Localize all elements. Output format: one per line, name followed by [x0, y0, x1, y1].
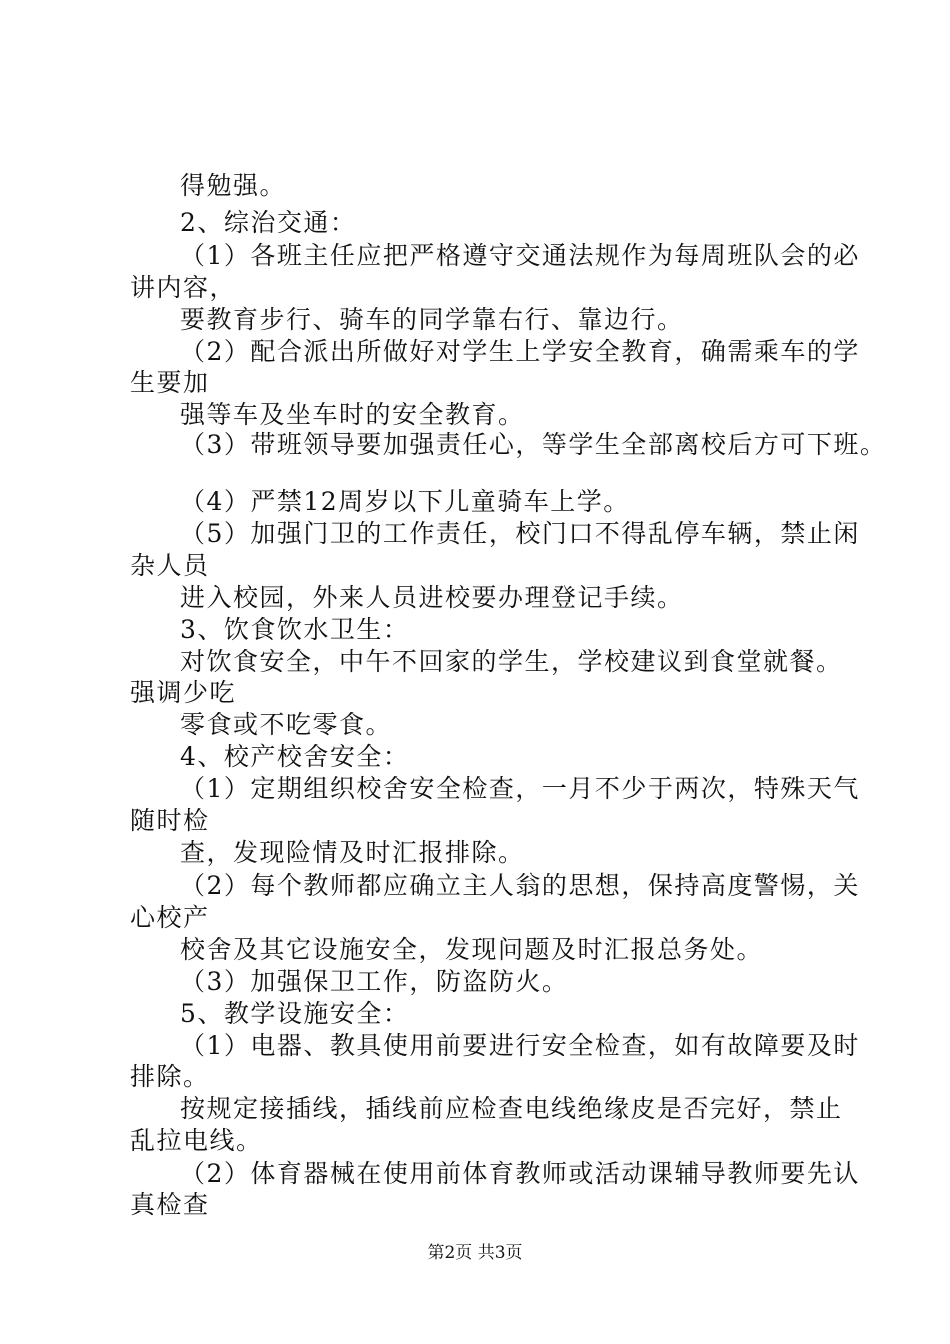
text-line: （1）电器、教具使用前要进行安全检查，如有故障要及时 [180, 1031, 860, 1060]
text-line: 按规定接插线，插线前应检查电线绝缘皮是否完好，禁止 [180, 1094, 843, 1123]
text-line: （5）加强门卫的工作责任，校门口不得乱停车辆，禁止闲 [180, 519, 860, 548]
text-line: 讲内容， [130, 273, 237, 302]
text-line: （3）加强保卫工作，防盗防火。 [180, 967, 569, 996]
text-line: 随时检 [130, 806, 210, 835]
text-line: （2）每个教师都应确立主人翁的思想，保持高度警惕，关 [180, 871, 860, 900]
text-line: 强等车及坐车时的安全教育。 [180, 400, 525, 429]
text-line: 排除。 [130, 1062, 210, 1091]
text-line: 心校产 [130, 903, 210, 932]
text-line: 3、饮食饮水卫生： [180, 615, 410, 644]
text-line: 要教育步行、骑车的同学靠右行、靠边行。 [180, 305, 684, 334]
text-line: 进入校园，外来人员进校要办理登记手续。 [180, 583, 684, 612]
page-footer: 第2页 共3页 [427, 1243, 523, 1263]
text-line: 4、校产校舍安全： [180, 742, 410, 771]
text-line: 杂人员 [130, 551, 210, 580]
text-line: 查，发现险情及时汇报排除。 [180, 838, 525, 867]
text-line: 得勉强。 [180, 171, 287, 200]
text-line: 真检查 [130, 1190, 210, 1219]
text-line: （3）带班领导要加强责任心，等学生全部离校后方可下班。 [180, 430, 887, 459]
text-line: 5、教学设施安全： [180, 999, 410, 1028]
text-line: （4）严禁12周岁以下儿童骑车上学。 [180, 487, 630, 516]
text-line: 生要加 [130, 368, 210, 397]
text-line: 乱拉电线。 [130, 1126, 263, 1155]
text-line: （1）各班主任应把严格遵守交通法规作为每周班队会的必 [180, 241, 860, 270]
text-line: （2）体育器械在使用前体育教师或活动课辅导教师要先认 [180, 1159, 860, 1188]
text-line: 强调少吃 [130, 678, 237, 707]
text-line: 校舍及其它设施安全，发现问题及时汇报总务处。 [180, 935, 764, 964]
text-line: （1）定期组织校舍安全检查，一月不少于两次，特殊天气 [180, 774, 860, 803]
text-line: 零食或不吃零食。 [180, 710, 393, 739]
text-line: （2）配合派出所做好对学生上学安全教育，确需乘车的学 [180, 337, 860, 366]
text-line: 2、综治交通： [180, 208, 357, 237]
text-line: 对饮食安全，中午不回家的学生，学校建议到食堂就餐。 [180, 647, 843, 676]
